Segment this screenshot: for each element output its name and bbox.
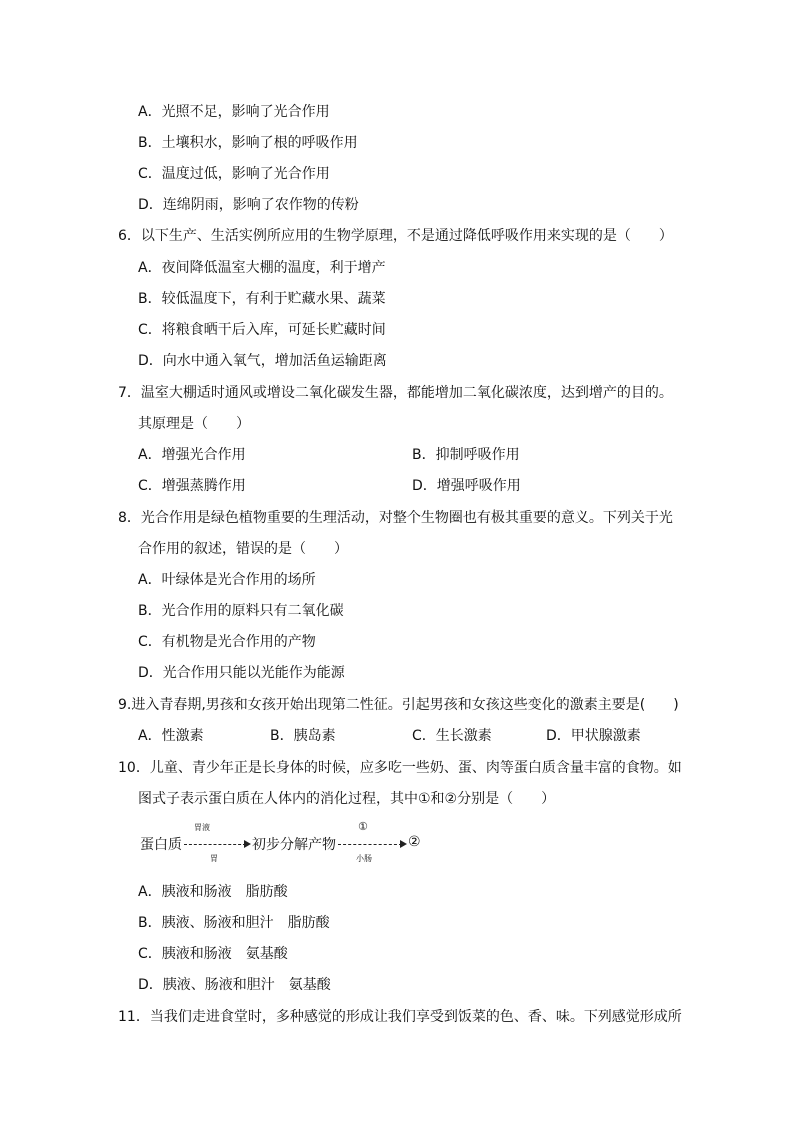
diagram-start-label: 蛋白质 bbox=[140, 837, 182, 853]
diagram-arrow2-bottom-label: 小肠 bbox=[356, 854, 372, 863]
q7-option-c: C．增强蒸腾作用 bbox=[138, 478, 246, 494]
diagram-arrow1-line bbox=[184, 844, 246, 845]
q9-option-a: A．性激素 bbox=[138, 728, 204, 744]
digestion-diagram bbox=[140, 820, 440, 870]
q5-option-c: C．温度过低，影响了光合作用 bbox=[138, 166, 330, 182]
diagram-end-label: ② bbox=[408, 834, 421, 850]
q10-stem-line1: 10．儿童、青少年正是长身体的时候，应多吃一些奶、蛋、肉等蛋白质含量丰富的食物。如 bbox=[118, 760, 682, 776]
q6-stem: 6．以下生产、生活实例所应用的生物学原理，不是通过降低呼吸作用来实现的是（ ） bbox=[118, 228, 673, 244]
diagram-arrow2-head bbox=[400, 840, 407, 848]
q10-stem-line2: 图式子表示蛋白质在人体内的消化过程，其中①和②分别是（ ） bbox=[138, 791, 556, 807]
diagram-arrow1-top-label: 胃液 bbox=[194, 823, 210, 832]
q11-stem-line1: 11．当我们走进食堂时，多种感觉的形成让我们享受到饭菜的色、香、味。下列感觉形成所 bbox=[118, 1009, 682, 1025]
q5-option-a: A．光照不足，影响了光合作用 bbox=[138, 104, 330, 120]
q9-option-d: D．甲状腺激素 bbox=[546, 728, 641, 744]
q7-option-a: A．增强光合作用 bbox=[138, 447, 246, 463]
q10-option-c: C．胰液和肠液 氨基酸 bbox=[138, 946, 288, 962]
q8-stem-line2: 合作用的叙述，错误的是（ ） bbox=[138, 541, 348, 557]
q9-option-c: C．生长激素 bbox=[412, 728, 492, 744]
q6-option-c: C．将粮食晒干后入库，可延长贮藏时间 bbox=[138, 322, 386, 338]
q10-option-a: A．胰液和肠液 脂肪酸 bbox=[138, 884, 288, 900]
q8-option-b: B．光合作用的原料只有二氧化碳 bbox=[138, 603, 344, 619]
q7-stem-line1: 7．温室大棚适时通风或增设二氧化碳发生器，都能增加二氧化碳浓度，达到增产的目的。 bbox=[118, 385, 673, 401]
diagram-arrow2-line bbox=[338, 844, 402, 845]
q8-option-c: C．有机物是光合作用的产物 bbox=[138, 634, 316, 650]
q5-option-d: D．连绵阴雨，影响了农作物的传粉 bbox=[138, 197, 359, 213]
q5-option-b: B．土壤积水，影响了根的呼吸作用 bbox=[138, 135, 358, 151]
q9-option-b: B．胰岛素 bbox=[270, 728, 336, 744]
q6-option-a: A．夜间降低温室大棚的温度，利于增产 bbox=[138, 260, 386, 276]
q6-option-d: D．向水中通入氧气，增加活鱼运输距离 bbox=[138, 353, 387, 369]
q7-option-d: D．增强呼吸作用 bbox=[412, 478, 521, 494]
q10-option-d: D．胰液、肠液和胆汁 氨基酸 bbox=[138, 977, 331, 993]
q7-option-b: B．抑制呼吸作用 bbox=[412, 447, 520, 463]
q10-option-b: B．胰液、肠液和胆汁 脂肪酸 bbox=[138, 915, 330, 931]
q8-option-a: A．叶绿体是光合作用的场所 bbox=[138, 572, 316, 588]
diagram-arrow1-bottom-label: 胃 bbox=[210, 854, 218, 863]
diagram-arrow1-head bbox=[244, 840, 251, 848]
q6-option-b: B．较低温度下，有利于贮藏水果、蔬菜 bbox=[138, 291, 386, 307]
diagram-middle-label: 初步分解产物 bbox=[252, 837, 336, 853]
q7-stem-line2: 其原理是（ ） bbox=[138, 416, 250, 432]
q9-stem: 9.进入青春期,男孩和女孩开始出现第二性征。引起男孩和女孩这些变化的激素主要是( ) bbox=[118, 697, 679, 713]
q8-stem-line1: 8．光合作用是绿色植物重要的生理活动，对整个生物圈也有极其重要的意义。下列关于光 bbox=[118, 510, 673, 526]
diagram-arrow2-top-label: ① bbox=[358, 820, 368, 833]
q8-option-d: D．光合作用只能以光能作为能源 bbox=[138, 665, 345, 681]
